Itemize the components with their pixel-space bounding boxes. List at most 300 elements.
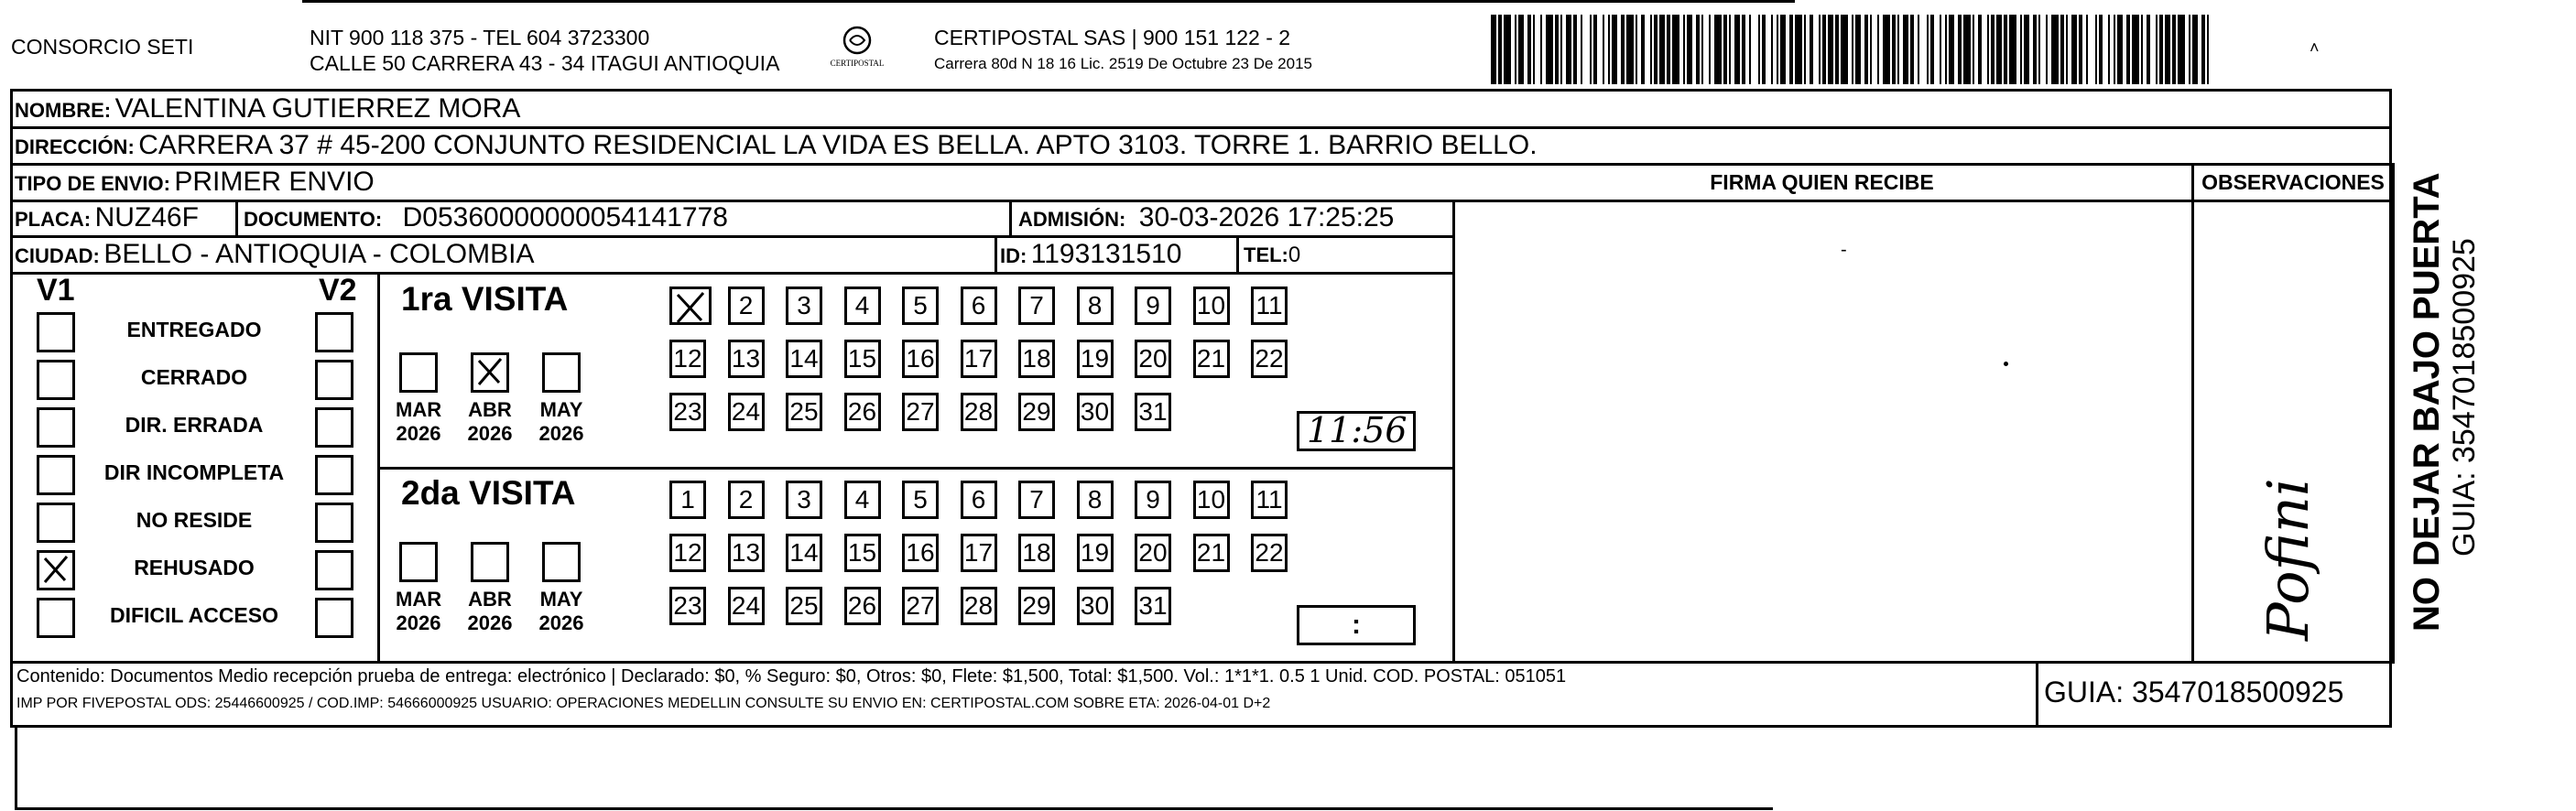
day-box[interactable] [669, 340, 706, 378]
day-box[interactable] [1018, 287, 1055, 325]
day-box[interactable] [902, 340, 939, 378]
day-number: 1 [680, 485, 695, 514]
day-box[interactable] [728, 534, 765, 572]
barcode-bar [1709, 15, 1711, 84]
footer-guide: GUIA: 3547018500925 [2044, 676, 2344, 708]
second-visit-title: 2da VISITA [401, 474, 576, 512]
barcode-bar [1828, 15, 1833, 84]
v1-checkbox[interactable] [37, 550, 75, 590]
month-label: ABR 2026 [467, 398, 513, 445]
v1-checkbox[interactable] [37, 455, 75, 495]
day-number: 17 [963, 538, 994, 567]
barcode-bar [1701, 15, 1703, 84]
barcode-bar [1822, 15, 1826, 84]
day-number: 23 [673, 397, 702, 426]
day-box[interactable] [1251, 287, 1288, 325]
month-label: ABR 2026 [467, 588, 513, 634]
day-box[interactable] [669, 587, 706, 625]
day-box[interactable] [902, 393, 939, 431]
barcode-bar [1963, 15, 1971, 84]
v1-checkbox[interactable] [37, 360, 75, 400]
recipient-address: CARRERA 37 # 45-200 CONJUNTO RESIDENCIAL LA VIDA ES BELLA. APTO 3103. TORRE 1. BARRIO BELLO. [138, 130, 1538, 160]
day-box[interactable] [1077, 340, 1114, 378]
day-box[interactable] [1193, 481, 1230, 519]
barcode-bar [1852, 15, 1853, 84]
month-label: MAY 2026 [538, 588, 584, 634]
barcode-bar [2156, 15, 2158, 84]
barcode-bar [1581, 15, 1582, 84]
day-box[interactable] [902, 287, 939, 325]
barcode-bar [1949, 15, 1954, 84]
day-number: 21 [1196, 538, 1226, 567]
check-mark-icon [39, 553, 72, 586]
barcode-bar [2046, 15, 2048, 84]
day-number: 31 [1138, 591, 1168, 620]
barcode-bar [1892, 15, 1896, 84]
day-number: 12 [673, 538, 702, 567]
day-number: 3 [797, 485, 811, 514]
day-box[interactable] [786, 481, 822, 519]
barcode-bar [1540, 15, 1542, 84]
v2-checkbox[interactable] [315, 455, 353, 495]
document-label: DOCUMENTO: [244, 208, 383, 231]
day-box[interactable] [1018, 340, 1055, 378]
day-box[interactable] [844, 340, 881, 378]
day-number: 11 [1255, 485, 1283, 514]
day-number: 2 [738, 291, 754, 319]
day-box[interactable] [1193, 287, 1230, 325]
day-number: 27 [906, 591, 935, 620]
status-label: DIR. ERRADA [125, 413, 264, 437]
day-number: 4 [854, 291, 870, 319]
day-number: 24 [731, 591, 761, 620]
barcode-bar [1855, 15, 1861, 84]
month-checkbox[interactable] [542, 352, 581, 393]
day-number: 17 [963, 344, 994, 373]
barcode-bar [1958, 15, 1962, 84]
barcode-bar [2189, 15, 2190, 84]
day-number: 30 [1080, 591, 1110, 620]
status-label: DIFICIL ACCESO [109, 603, 278, 627]
status-label: CERRADO [140, 365, 248, 389]
handwritten-signature [2244, 384, 2353, 650]
barcode-bar [1696, 15, 1700, 84]
barcode-bar [1978, 15, 1982, 84]
barcode-bar [2132, 15, 2139, 84]
v1-checkbox[interactable] [37, 503, 75, 543]
tel: 0 [1288, 243, 1301, 267]
day-number: 31 [1138, 397, 1168, 426]
barcode-bar [1593, 15, 1597, 84]
admission-label: ADMISIÓN: [1018, 208, 1126, 231]
barcode-bar [2192, 15, 2198, 84]
day-box[interactable] [1251, 340, 1288, 378]
day-box[interactable] [728, 340, 765, 378]
city: BELLO - ANTIOQUIA - COLOMBIA [103, 239, 535, 269]
day-number: 24 [731, 397, 761, 426]
v1-checkbox[interactable] [37, 598, 75, 638]
day-box[interactable] [961, 287, 997, 325]
first-visit-time: 11:56 [1307, 410, 1408, 450]
day-number: 11 [1255, 291, 1283, 319]
day-box[interactable] [844, 481, 881, 519]
day-number: 9 [1146, 291, 1160, 319]
shipment-type: PRIMER ENVIO [174, 167, 375, 197]
contents-line: Contenido: Documentos Medio recepción prueba de entrega: electrónico | Declarado: $0, % Seguro: $0, Otros: $0, Flete: $1,500, Total: $1,500. Vol.: 1*1*1. 0.5 1 Unid. COD. POSTAL: 051051 [16, 666, 1567, 687]
barcode-bar [1683, 15, 1685, 84]
barcode-bar [2099, 15, 2103, 84]
barcode-bar [1870, 15, 1872, 84]
courier-license: Carrera 80d N 18 16 Lic. 2519 De Octubre 23 De 2015 [934, 55, 1312, 72]
barcode-bar [1835, 15, 1839, 84]
day-box[interactable] [1077, 481, 1114, 519]
barcode-bar [2126, 15, 2130, 84]
id-label: ID: [1000, 244, 1027, 267]
scan-mark: ˄ [2310, 38, 2320, 57]
day-number: 6 [971, 291, 986, 319]
barcode-bar [1498, 15, 1502, 84]
barcode-bar [1910, 15, 1914, 84]
day-number: 28 [963, 397, 994, 426]
day-number: 19 [1080, 344, 1110, 373]
day-number: 15 [847, 538, 877, 567]
day-number: 29 [1022, 397, 1051, 426]
second-visit-time: : [1352, 610, 1361, 640]
v1-checkbox[interactable] [37, 407, 75, 448]
day-box[interactable] [669, 287, 712, 325]
day-number: 22 [1255, 344, 1284, 373]
day-box[interactable] [728, 393, 765, 431]
observations-header: OBSERVACIONES [2201, 170, 2385, 194]
barcode-bar [1777, 15, 1778, 84]
barcode-bar [1883, 15, 1890, 84]
barcode-bar [1667, 15, 1670, 84]
day-box[interactable] [1018, 393, 1055, 431]
recipient-name: VALENTINA GUTIERREZ MORA [114, 93, 521, 124]
day-box[interactable] [1135, 393, 1171, 431]
month-checkbox[interactable] [542, 542, 581, 582]
barcode-bar [2051, 15, 2059, 84]
day-number: 29 [1022, 591, 1051, 620]
barcode-bar [1841, 15, 1848, 84]
barcode-bar [1762, 15, 1766, 84]
side-warning: NO DEJAR BAJO PUERTA [2407, 172, 2447, 632]
v2-label: V2 [319, 273, 357, 308]
day-number: 20 [1138, 344, 1168, 373]
sender-nit: NIT 900 118 375 - TEL 604 3723300 [310, 26, 650, 49]
barcode-bar [2108, 15, 2110, 84]
day-box[interactable] [1193, 534, 1230, 572]
day-box[interactable] [902, 587, 939, 625]
day-number: 4 [854, 485, 870, 514]
sender-name: CONSORCIO SETI [11, 35, 194, 59]
day-box[interactable] [728, 481, 765, 519]
day-number: 3 [797, 291, 811, 319]
day-box[interactable] [961, 481, 997, 519]
barcode-bar [2004, 15, 2007, 84]
v2-checkbox[interactable] [315, 503, 353, 543]
day-number: 28 [963, 591, 994, 620]
day-box[interactable] [1077, 393, 1114, 431]
day-box[interactable] [844, 393, 881, 431]
barcode-bar [1590, 15, 1592, 84]
barcode-bar [2066, 15, 2068, 84]
barcode-bar [2117, 15, 2123, 84]
shipment-type-label: TIPO DE ENVIO: [15, 172, 170, 195]
barcode-bar [1789, 15, 1793, 84]
document: D05360000000054141778 [402, 202, 728, 232]
day-number: 30 [1080, 397, 1110, 426]
day-number: 6 [971, 485, 986, 514]
barcode-bar [1991, 15, 1994, 84]
barcode-bar [1608, 15, 1610, 84]
barcode-bar [1723, 15, 1727, 84]
bottom-rule [15, 807, 1773, 810]
barcode-bar [2178, 15, 2185, 84]
barcode-bar [1897, 15, 1899, 84]
barcode-bar [1560, 15, 1562, 84]
day-box[interactable] [961, 587, 997, 625]
day-box[interactable] [1135, 481, 1171, 519]
barcode-bar [1573, 15, 1577, 84]
day-box[interactable] [669, 534, 706, 572]
barcode-bar [1749, 15, 1751, 84]
day-box[interactable] [961, 393, 997, 431]
barcode-bar [1714, 15, 1722, 84]
barcode-bar [1687, 15, 1692, 84]
barcode-bar [1636, 15, 1637, 84]
month-checkbox[interactable] [471, 542, 509, 582]
day-box[interactable] [1018, 481, 1055, 519]
svg-text:CERTIPOSTAL: CERTIPOSTAL [830, 59, 885, 68]
day-number: 2 [738, 485, 754, 514]
day-box[interactable] [1135, 287, 1171, 325]
barcode-bar [1603, 15, 1604, 84]
day-number: 8 [1087, 485, 1103, 514]
barcode-bar [1626, 15, 1634, 84]
barcode-bar [1734, 15, 1740, 84]
plate: NUZ46F [94, 202, 199, 232]
barcode-bar [2086, 15, 2088, 84]
day-number: 21 [1196, 344, 1226, 373]
day-box[interactable] [1135, 587, 1171, 625]
day-box[interactable] [728, 587, 765, 625]
day-box[interactable] [1018, 587, 1055, 625]
day-box[interactable] [844, 534, 881, 572]
day-box[interactable] [786, 287, 822, 325]
day-box[interactable] [786, 393, 822, 431]
side-guide: GUIA: 3547018500925 [2447, 238, 2482, 557]
day-number: 18 [1022, 538, 1051, 567]
barcode-bar [1533, 15, 1535, 84]
status-label: DIR INCOMPLETA [103, 460, 285, 484]
month-checkbox[interactable] [471, 352, 509, 393]
barcode-bar [1918, 15, 1919, 84]
second-visit-time-box [1297, 605, 1416, 645]
day-number: 14 [789, 538, 819, 567]
day-number: 16 [906, 344, 935, 373]
barcode-bar [1491, 15, 1496, 84]
barcode-bar [1877, 15, 1879, 84]
barcode-bar [1930, 15, 1934, 84]
barcode-bar [1504, 15, 1511, 84]
barcode-bar [1864, 15, 1868, 84]
barcode-bar [2038, 15, 2040, 84]
barcode-bar [2207, 15, 2209, 84]
barcode-bar [1612, 15, 1617, 84]
day-number: 10 [1196, 485, 1226, 514]
day-number: 7 [1029, 485, 1044, 514]
barcode-bar [2172, 15, 2176, 84]
top-rule [302, 0, 1795, 3]
day-box[interactable] [1077, 287, 1114, 325]
admission-cell [1018, 202, 1394, 233]
day-box[interactable] [1135, 534, 1171, 572]
barcode-bar [2095, 15, 2097, 84]
day-box[interactable] [902, 481, 939, 519]
day-number: 26 [847, 591, 877, 620]
month-label: MAR 2026 [396, 588, 442, 634]
day-number: 12 [673, 344, 702, 373]
barcode-bar [1742, 15, 1745, 84]
city-cell [15, 239, 534, 270]
day-number: 20 [1138, 538, 1168, 567]
barcode-bar [1672, 15, 1679, 84]
barcode-bar [1903, 15, 1908, 84]
imp-line: IMP POR FIVEPOSTAL ODS: 25446600925 / COD.IMP: 54666000925 USUARIO: OPERACIONES MEDELLIN CONSULTE SU ENVIO EN: CERTIPOSTAL.COM SOBRE ETA: 2026-04-01 D+2 [16, 696, 1271, 711]
day-number: 9 [1146, 485, 1160, 514]
status-label: ENTREGADO [126, 318, 262, 341]
barcode-bar [1641, 15, 1645, 84]
day-box[interactable] [1193, 340, 1230, 378]
barcode-bar [1771, 15, 1773, 84]
barcode-bar [1810, 15, 1813, 84]
day-box[interactable] [1135, 340, 1171, 378]
v1-checkbox[interactable] [37, 312, 75, 352]
barcode-bar [2071, 15, 2077, 84]
day-number: 10 [1196, 291, 1226, 319]
v2-checkbox[interactable] [315, 407, 353, 448]
day-box[interactable] [1018, 534, 1055, 572]
barcode-bar [2165, 15, 2170, 84]
left-margin-rule [15, 728, 17, 808]
day-box[interactable] [1077, 587, 1114, 625]
check-mark-icon [672, 289, 709, 326]
month-label: MAY 2026 [538, 398, 584, 445]
day-box[interactable] [1251, 534, 1288, 572]
status-label: NO RESIDE [136, 508, 253, 532]
day-box[interactable] [786, 587, 822, 625]
barcode-bar [1819, 15, 1821, 84]
month-checkbox[interactable] [399, 352, 438, 393]
day-box[interactable] [669, 481, 706, 519]
barcode-bar [2141, 15, 2143, 84]
v2-checkbox[interactable] [315, 598, 353, 638]
city-label: CIUDAD: [15, 244, 100, 267]
barcode-bar [1650, 15, 1652, 84]
month-checkbox[interactable] [399, 542, 438, 582]
name-row [15, 93, 520, 124]
status-label: REHUSADO [134, 556, 255, 579]
day-number: 25 [789, 591, 819, 620]
day-number: 22 [1255, 538, 1284, 567]
day-number: 16 [906, 538, 935, 567]
barcode-bar [1555, 15, 1559, 84]
barcode-bar [2060, 15, 2064, 84]
certipostal-logo [824, 24, 890, 75]
barcode [1491, 15, 2214, 84]
sender-address: CALLE 50 CARRERA 43 - 34 ITAGUI ANTIOQUIA [310, 51, 780, 75]
barcode-bar [2159, 15, 2163, 84]
barcode-bar [1973, 15, 1974, 84]
barcode-bar [1927, 15, 1929, 84]
day-box[interactable] [786, 340, 822, 378]
signature-header: FIRMA QUIEN RECIBE [1710, 170, 1934, 194]
v2-checkbox[interactable] [315, 550, 353, 590]
ink-mark: ‐ [1841, 240, 1847, 260]
id-cell [1000, 239, 1181, 270]
tel-cell [1244, 243, 1300, 268]
day-number: 15 [847, 344, 877, 373]
barcode-bar [1804, 15, 1806, 84]
day-number: 14 [789, 344, 819, 373]
v2-checkbox[interactable] [315, 312, 353, 352]
day-box[interactable] [844, 587, 881, 625]
courier-name: CERTIPOSTAL SAS | 900 151 122 - 2 [934, 26, 1291, 49]
barcode-bar [1518, 15, 1524, 84]
day-number: 5 [913, 485, 928, 514]
barcode-bar [1758, 15, 1760, 84]
barcode-bar [2147, 15, 2150, 84]
day-box[interactable] [786, 534, 822, 572]
barcode-bar [1654, 15, 1658, 84]
shipment-type-row [15, 167, 375, 198]
barcode-bar [1566, 15, 1571, 84]
barcode-bar [1546, 15, 1553, 84]
day-box[interactable] [961, 340, 997, 378]
tel-label: TEL: [1244, 243, 1288, 266]
barcode-bar [2020, 15, 2022, 84]
day-box[interactable] [1077, 534, 1114, 572]
day-box[interactable] [728, 287, 765, 325]
day-number: 25 [789, 397, 819, 426]
barcode-bar [2114, 15, 2115, 84]
barcode-bar [1515, 15, 1516, 84]
v2-checkbox[interactable] [315, 360, 353, 400]
barcode-bar [2024, 15, 2029, 84]
barcode-bar [1940, 15, 1941, 84]
day-box[interactable] [669, 393, 706, 431]
day-box[interactable] [961, 534, 997, 572]
barcode-bar [1945, 15, 1947, 84]
barcode-bar [2033, 15, 2037, 84]
barcode-bar [1987, 15, 1989, 84]
barcode-bar [1996, 15, 2002, 84]
barcode-bar [1729, 15, 1731, 84]
barcode-bar [1621, 15, 1625, 84]
check-mark-icon [473, 355, 506, 388]
day-number: 7 [1029, 291, 1044, 319]
day-number: 13 [731, 344, 761, 373]
first-visit-title: 1ra VISITA [401, 280, 569, 318]
recipient-id: 1193131510 [1030, 239, 1182, 269]
address-label: DIRECCIÓN: [15, 135, 135, 158]
day-number: 23 [673, 591, 702, 620]
ink-dot [2004, 362, 2008, 366]
day-box[interactable] [902, 534, 939, 572]
day-box[interactable] [844, 287, 881, 325]
day-box[interactable] [1251, 481, 1288, 519]
